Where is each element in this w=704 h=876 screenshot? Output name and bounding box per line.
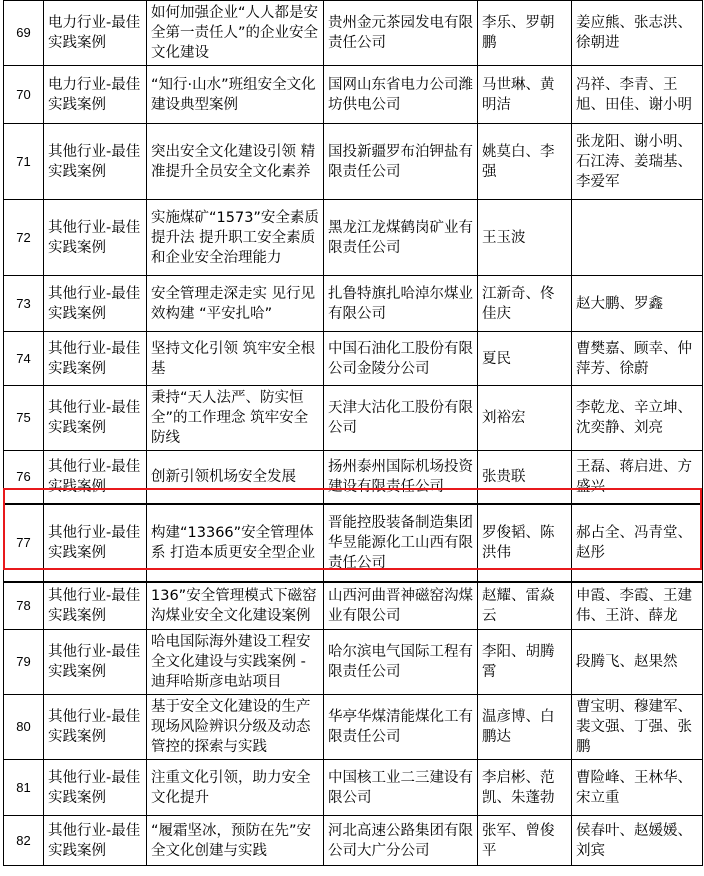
row-authors: 姚莫白、李强 [478, 124, 572, 200]
table-row [4, 451, 703, 504]
row-reviewers: 赵大鹏、罗鑫 [572, 276, 703, 332]
row-number: 71 [4, 124, 44, 200]
row-number: 70 [4, 66, 44, 124]
row-organization: 天津大沽化工股份有限公司 [324, 386, 478, 451]
row-authors: 刘裕宏 [478, 386, 572, 451]
row-category: 其他行业-最佳实践案例 [44, 332, 147, 386]
row-reviewers: 张龙阳、谢小明、石江涛、姜瑞基、李爱军 [572, 124, 703, 200]
row-organization: 扬州泰州国际机场投资建设有限责任公司 [324, 451, 478, 504]
row-category: 其他行业-最佳实践案例 [44, 276, 147, 332]
row-number: 79 [4, 630, 44, 695]
row-reviewers: 曹宝明、穆建军、裴文强、丁强、张鹏 [572, 695, 703, 760]
row-authors: 李乐、罗朝鹏 [478, 1, 572, 66]
row-category: 其他行业-最佳实践案例 [44, 695, 147, 760]
row-reviewers: 姜应熊、张志洪、徐朝进 [572, 1, 703, 66]
table-row [4, 504, 703, 582]
row-title: 哈电国际海外建设工程安全文化建设与实践案例 - 迪拜哈斯彦电站项目 [147, 630, 324, 695]
row-reviewers: 申霞、李霞、王建伟、王浒、薛龙 [572, 582, 703, 630]
row-organization: 国投新疆罗布泊钾盐有限责任公司 [324, 124, 478, 200]
row-organization: 中国核工业二三建设有限公司 [324, 760, 478, 816]
row-category: 其他行业-最佳实践案例 [44, 504, 147, 582]
row-category: 电力行业-最佳实践案例 [44, 66, 147, 124]
table-row [4, 124, 703, 200]
row-authors: 江新奇、佟佳庆 [478, 276, 572, 332]
row-authors: 李阳、胡腾霄 [478, 630, 572, 695]
row-title: 秉持“天人法严、防实恒全”的工作理念 筑牢安全防线 [147, 386, 324, 451]
table-row [4, 630, 703, 695]
row-title: 创新引领机场安全发展 [147, 451, 324, 504]
table-row [4, 816, 703, 866]
row-category: 其他行业-最佳实践案例 [44, 816, 147, 866]
table-row [4, 760, 703, 816]
row-number: 73 [4, 276, 44, 332]
row-authors: 赵耀、雷焱云 [478, 582, 572, 630]
row-organization: 山西河曲晋神磁窑沟煤业有限公司 [324, 582, 478, 630]
row-category: 其他行业-最佳实践案例 [44, 386, 147, 451]
row-number: 75 [4, 386, 44, 451]
row-number: 81 [4, 760, 44, 816]
row-number: 76 [4, 451, 44, 504]
row-organization: 黑龙江龙煤鹤岗矿业有限责任公司 [324, 200, 478, 276]
row-number: 80 [4, 695, 44, 760]
row-reviewers [572, 200, 703, 276]
row-reviewers: 曹樊嘉、顾幸、仲萍芳、徐蔚 [572, 332, 703, 386]
row-authors: 李启彬、范凯、朱蓬勃 [478, 760, 572, 816]
row-title: 坚持文化引领 筑牢安全根基 [147, 332, 324, 386]
row-category: 其他行业-最佳实践案例 [44, 630, 147, 695]
row-category: 其他行业-最佳实践案例 [44, 124, 147, 200]
row-authors: 马世琳、黄明洁 [478, 66, 572, 124]
row-title: 安全管理走深走实 见行见效构建 “平安扎哈” [147, 276, 324, 332]
table-row [4, 276, 703, 332]
row-title: 注重文化引领，助力安全文化提升 [147, 760, 324, 816]
row-organization: 中国石油化工股份有限公司金陵分公司 [324, 332, 478, 386]
row-title: 实施煤矿“1573”安全素质提升法 提升职工安全素质和企业安全治理能力 [147, 200, 324, 276]
row-number: 74 [4, 332, 44, 386]
row-authors: 王玉波 [478, 200, 572, 276]
row-category: 电力行业-最佳实践案例 [44, 1, 147, 66]
row-authors: 张贵联 [478, 451, 572, 504]
row-reviewers: 冯祥、李青、王旭、田佳、谢小明 [572, 66, 703, 124]
row-category: 其他行业-最佳实践案例 [44, 451, 147, 504]
row-title: 136”安全管理模式下磁窑沟煤业安全文化建设案例 [147, 582, 324, 630]
row-reviewers: 曹险峰、王林华、宋立重 [572, 760, 703, 816]
row-reviewers: 王磊、蒋启进、方盛兴 [572, 451, 703, 504]
row-title: “知行·山水”班组安全文化建设典型案例 [147, 66, 324, 124]
row-title: 构建“13366”安全管理体系 打造本质更安全型企业 [147, 504, 324, 582]
table-row [4, 695, 703, 760]
row-category: 其他行业-最佳实践案例 [44, 200, 147, 276]
row-reviewers: 郝占全、冯青堂、赵彤 [572, 504, 703, 582]
table-row [4, 66, 703, 124]
row-reviewers: 段腾飞、赵果然 [572, 630, 703, 695]
row-number: 69 [4, 1, 44, 66]
row-reviewers: 侯春叶、赵媛媛、刘宾 [572, 816, 703, 866]
row-reviewers: 李乾龙、辛立坤、沈奕静、刘亮 [572, 386, 703, 451]
table-row [4, 386, 703, 451]
row-organization: 哈尔滨电气国际工程有限责任公司 [324, 630, 478, 695]
row-authors: 夏民 [478, 332, 572, 386]
row-organization: 扎鲁特旗扎哈淖尔煤业有限公司 [324, 276, 478, 332]
row-authors: 罗俊韬、陈洪伟 [478, 504, 572, 582]
table-row [4, 200, 703, 276]
row-number: 82 [4, 816, 44, 866]
table-row [4, 582, 703, 630]
row-number: 77 [4, 504, 44, 582]
row-organization: 华亭华煤清能煤化工有限责任公司 [324, 695, 478, 760]
row-title: 突出安全文化建设引领 精准提升全员安全文化素养 [147, 124, 324, 200]
row-organization: 国网山东省电力公司潍坊供电公司 [324, 66, 478, 124]
row-organization: 河北高速公路集团有限公司大广分公司 [324, 816, 478, 866]
row-category: 其他行业-最佳实践案例 [44, 760, 147, 816]
row-title: “履霜坚冰，预防在先”安全文化创建与实践 [147, 816, 324, 866]
table-row [4, 1, 703, 66]
row-category: 其他行业-最佳实践案例 [44, 582, 147, 630]
row-number: 78 [4, 582, 44, 630]
row-number: 72 [4, 200, 44, 276]
cases-table [3, 0, 703, 866]
row-authors: 温彦博、白鹏达 [478, 695, 572, 760]
row-authors: 张军、曾俊平 [478, 816, 572, 866]
row-title: 如何加强企业“人人都是安全第一责任人”的企业安全文化建设 [147, 1, 324, 66]
table-row [4, 332, 703, 386]
row-organization: 晋能控股装备制造集团华昱能源化工山西有限责任公司 [324, 504, 478, 582]
row-organization: 贵州金元茶园发电有限责任公司 [324, 1, 478, 66]
row-title: 基于安全文化建设的生产现场风险辨识分级及动态管控的探索与实践 [147, 695, 324, 760]
